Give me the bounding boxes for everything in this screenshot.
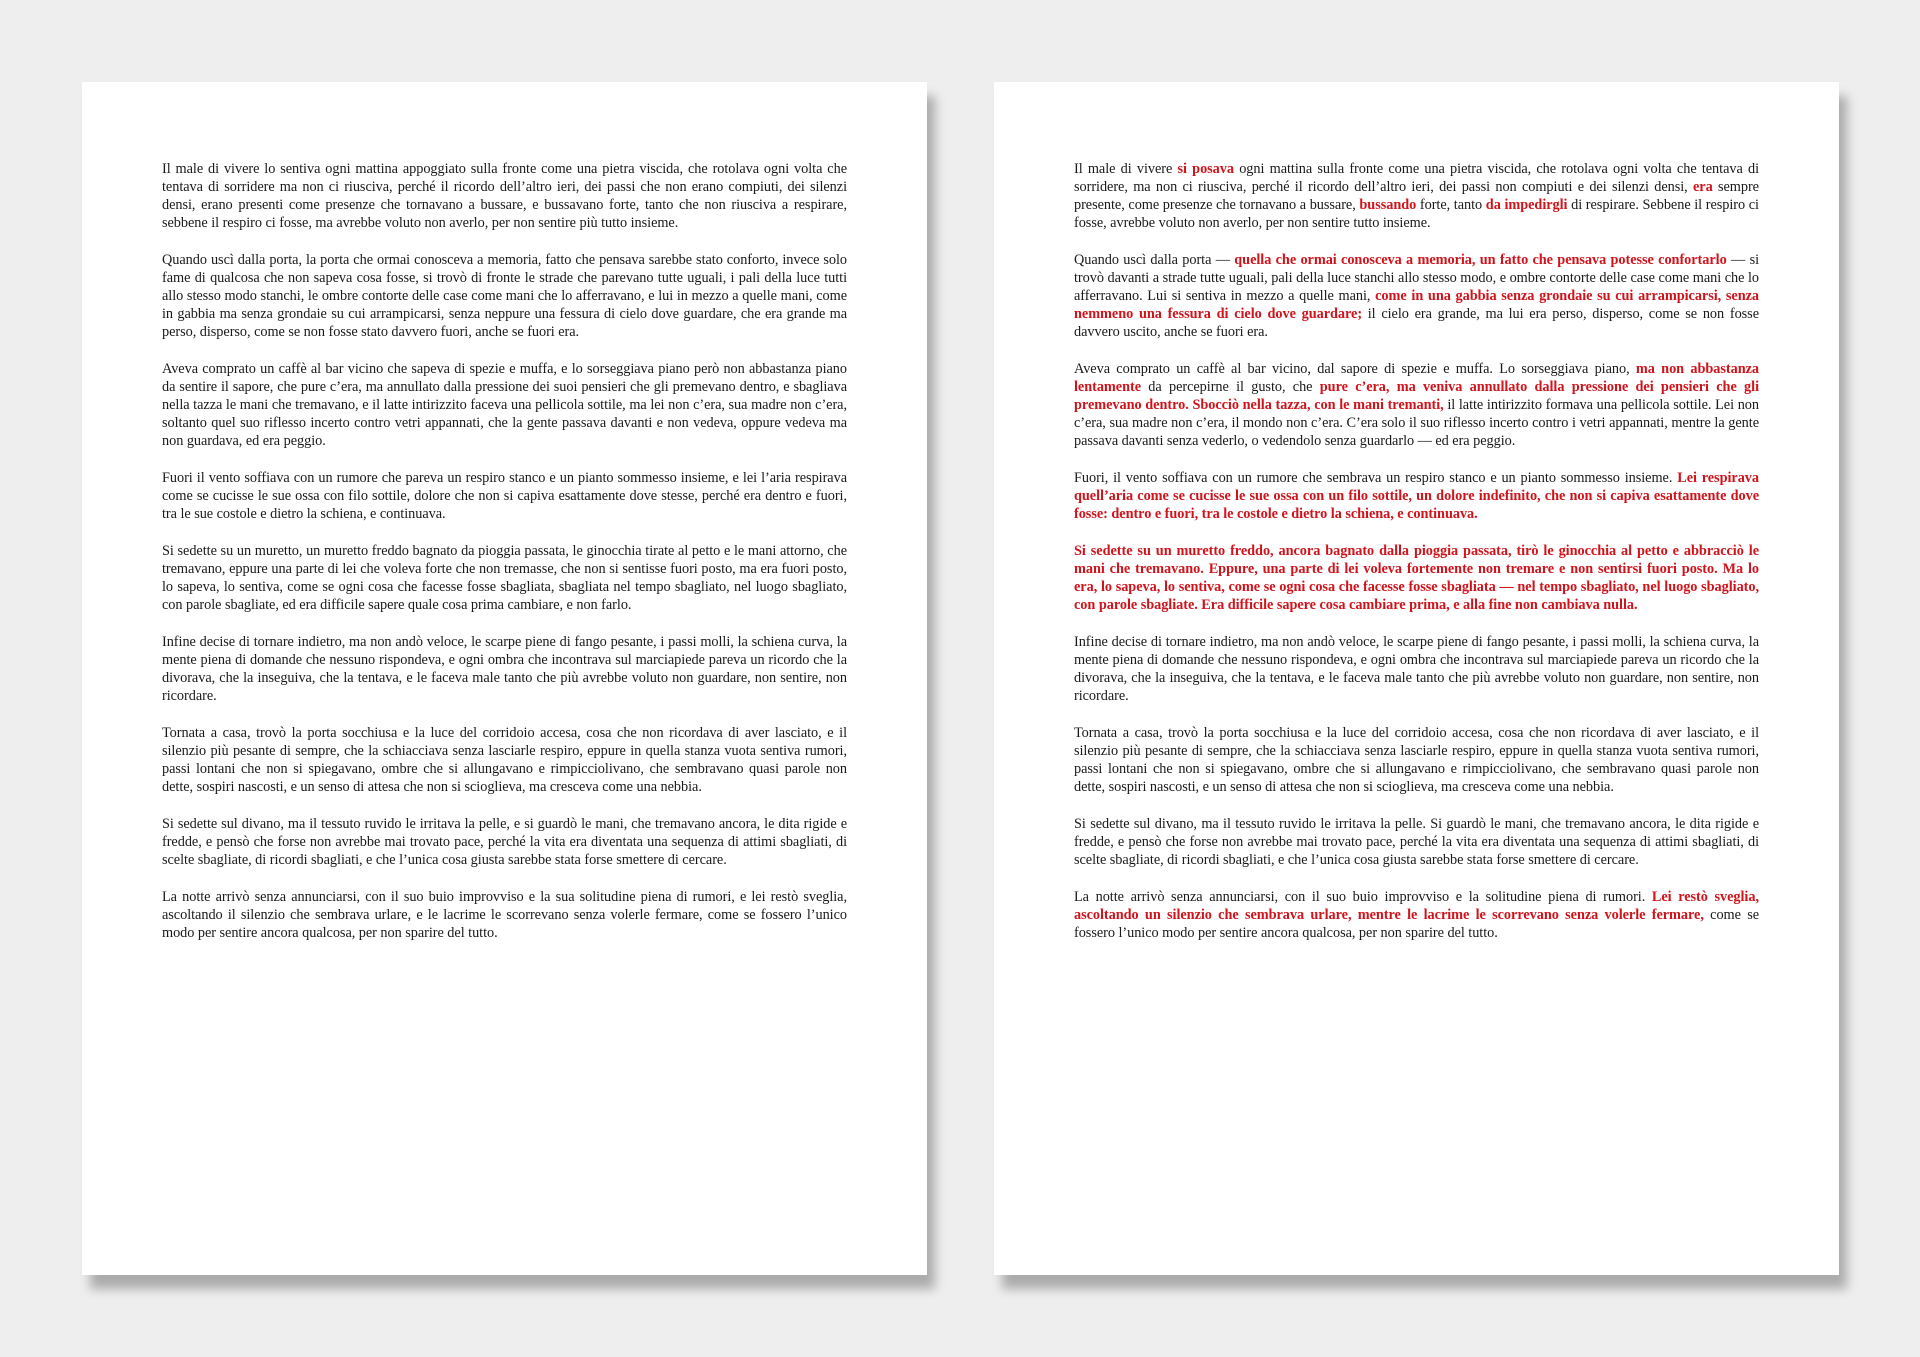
- revised-paragraph: [1074, 360, 1759, 450]
- text-segment: Infine decise di tornare indietro, ma non andò veloce, le scarpe piene di fango pesante, i passi molli, la schiena curva, la mente piena di domande che nessuno rispondeva, e ogni ombra che incontrava sul marciapiede pareva un ricordo che la divorava, che la inseguiva, che la tentava, e le faceva male tanto che più avrebbe voluto non guardare, non sentire, non ricordare.: [1074, 634, 1759, 704]
- revised-text-body: [1074, 160, 1759, 942]
- highlighted-revision: come in una gabbia senza grondaie su cui arrampicarsi, senza nemmeno una fessura di cielo dove guardare;: [1074, 288, 1759, 322]
- text-segment: come se fossero l’unico modo per sentire ancora qualcosa, per non sparire del tutto.: [1074, 907, 1759, 941]
- text-segment: — si trovò davanti a strade tutte uguali, pali della luce stanchi allo stesso modo, e ombre contorte delle case come mani che lo afferravano. Lui si sentiva in mezzo a quelle mani,: [1074, 252, 1759, 304]
- original-paragraph: Aveva comprato un caffè al bar vicino che sapeva di spezie e muffa, e lo sorseggiava piano però non abbastanza piano da sentire il sapore, che pure c’era, ma annullato dalla pressione dei suoi pensieri che gli premevano dentro, e sbagliava nella tazza le mani che tremavano, e il latte intirizzito faceva una pellicola sottile, ma lei non c’era, sua madre non c’era, soltanto quel suo riflesso incerto contro vetri appannati, che la gente passava davanti e non vedeva, oppure vedeva ma non guardava, ed era peggio.: [162, 361, 847, 449]
- text-segment: il cielo era grande, ma lui era perso, disperso, come se non fosse davvero uscito, anche se fuori era.: [1074, 306, 1759, 340]
- original-paragraph: Fuori il vento soffiava con un rumore che pareva un respiro stanco e un pianto sommesso insieme, e lei l’aria respirava come se cucisse le sue ossa con filo sottile, dolore che non si capiva esattamente dove stesse, perché era dentro e fuori, tra le sue costole e dietro la schiena, e continuava.: [162, 470, 847, 522]
- text-segment: Quando uscì dalla porta —: [1074, 252, 1235, 268]
- highlighted-revision: era: [1692, 179, 1713, 195]
- text-segment: da percepirne il gusto, che: [1141, 379, 1320, 395]
- original-paragraph: Infine decise di tornare indietro, ma non andò veloce, le scarpe piene di fango pesante, i passi molli, la schiena curva, la mente piena di domande che nessuno rispondeva, e ogni ombra che incontrava sul marciapiede pareva un ricordo che la divorava, che la inseguiva, che la tentava, e le faceva male tanto che più avrebbe voluto non guardare, non sentire, non ricordare.: [162, 634, 847, 704]
- text-segment: il latte intirizzito formava una pellicola sottile. Lei non c’era, sua madre non c’era, il mondo non c’era. C’era solo il suo riflesso incerto contro i vetri appannati, mentre la gente passava davanti senza vederlo, o vedendolo senza guardarlo — ed era peggio.: [1074, 397, 1759, 449]
- revised-paragraph: [1074, 160, 1759, 232]
- revised-paragraph: [1074, 633, 1759, 705]
- text-segment: La notte arrivò senza annunciarsi, con il suo buio improvviso e la solitudine piena di rumori.: [1074, 889, 1652, 905]
- original-text-body: [162, 160, 847, 942]
- highlighted-revision: Si sedette su un muretto freddo, ancora bagnato dalla pioggia passata, tirò le ginocchia al petto e abbracciò le mani che tremavano. Eppure, una parte di lei voleva fortemente non tremare e non sentirsi fuori posto. Ma lo era, lo sapeva, lo sentiva, come se ogni cosa che facesse fosse sbagliata — nel tempo sbagliato, nel luogo sbagliato, con parole sbagliate. Era difficile sapere cosa cambiare prima, e alla fine non cambiava nulla.: [1074, 543, 1759, 613]
- original-paragraph: Il male di vivere lo sentiva ogni mattina appoggiato sulla fronte come una pietra viscida, che rotolava ogni volta che tentava di sorridere ma non ci riusciva, perché il ricordo dell’altro ieri, dei passi che non erano compiuti, dei silenzi densi, erano presenti come presenze che tornavano a bussare, e bussavano forte, tanto che non riusciva a respirare, sebbene il respiro ci fosse, ma avrebbe voluto non averlo, per non sentire più tutto insieme.: [162, 161, 847, 231]
- text-segment: ogni mattina sulla fronte come una pietra viscida, che rotolava ogni volta che tentava di sorridere, ma non ci riusciva, perché il ricordo dell’altro ieri, dei passi non compiuti e dei silenzi densi,: [1074, 161, 1759, 195]
- highlighted-revision: si posava: [1177, 161, 1234, 177]
- highlighted-revision: ma non abbastanza lentamente: [1074, 361, 1759, 395]
- original-paragraph: Quando uscì dalla porta, la porta che ormai conosceva a memoria, fatto che pensava sarebbe stato conforto, invece solo fame di qualcosa che non sapeva cosa fosse, si trovò di fronte le strade che parevano tutte uguali, i pali della luce tutti allo stesso modo stanchi, le ombre contorte delle case come mani che lo afferravano, e lui in mezzo a quelle mani, come in gabbia ma senza grondaie su cui arrampicarsi, senza neppure una fessura di cielo dove guardare, che era grande ma perso, disperso, come se non fosse stato davvero fuori, anche se fuori era.: [162, 252, 847, 340]
- highlighted-revision: bussando: [1359, 197, 1417, 213]
- original-paragraph: Tornata a casa, trovò la porta socchiusa e la luce del corridoio accesa, cosa che non ricordava di aver lasciato, e il silenzio più pesante di sempre, che la schiacciava senza lasciarle respiro, eppure in quella stanza vuota sentiva rumori, passi lontani che non si spiegavano, ombre che si allungavano e rimpicciolivano, che sembravano quasi parole non dette, sospiri nascosti, e un senso di attesa che non si scioglieva, ma cresceva come una nebbia.: [162, 725, 847, 795]
- original-paragraph: Si sedette sul divano, ma il tessuto ruvido le irritava la pelle, e si guardò le mani, che tremavano ancora, le dita rigide e fredde, e pensò che forse non avrebbe mai trovato pace, perché la vita era diventata una sequenza di attimi sbagliati, di scelte sbagliate, di ricordi sbagliati, e che l’unica cosa giusta sarebbe stata forse smettere di cercare.: [162, 816, 847, 868]
- text-segment: Fuori, il vento soffiava con un rumore che sembrava un respiro stanco e un pianto sommesso insieme.: [1074, 470, 1678, 486]
- revised-paragraph: [1074, 251, 1759, 341]
- highlighted-revision: pure c’era, ma veniva annullato dalla pressione dei pensieri che gli premevano dentro. Sbocciò nella tazza, con le mani tremanti,: [1074, 379, 1759, 413]
- highlighted-revision: quella che ormai conosceva a memoria, un fatto che pensava potesse confortarlo: [1234, 252, 1727, 268]
- highlighted-revision: Lei restò sveglia, ascoltando un silenzio che sembrava urlare, mentre le lacrime le scorrevano senza volerle fermare,: [1074, 889, 1759, 923]
- text-segment: di respirare. Sebbene il respiro ci fosse, avrebbe voluto non averlo, per non sentire tutto insieme.: [1074, 197, 1759, 231]
- highlighted-revision: Lei respirava quell’aria come se cucisse le sue ossa con un filo sottile, un dolore indefinito, che non si capiva esattamente dove fosse: dentro e fuori, tra le costole e dietro la schiena, e continuava.: [1074, 470, 1759, 522]
- text-segment: sempre presente, come presenze che tornavano a bussare,: [1074, 179, 1759, 213]
- highlighted-revision: da impedirgli: [1485, 197, 1568, 213]
- revised-paragraph: [1074, 815, 1759, 869]
- text-segment: Tornata a casa, trovò la porta socchiusa e la luce del corridoio accesa, cosa che non ricordava di aver lasciato, e il silenzio più pesante di sempre, che la schiacciava senza lasciarle respiro, eppure in quella stanza vuota sentiva rumori, passi lontani che non si spiegavano, ombre che si allungavano e rimpicciolivano, che sembravano quasi parole non dette, sospiri nascosti, e un senso di attesa che non si scioglieva, ma cresceva come una nebbia.: [1074, 725, 1759, 795]
- original-paragraph: La notte arrivò senza annunciarsi, con il suo buio improvviso e la sua solitudine piena di rumori, e lei restò sveglia, ascoltando il silenzio che sembrava urlare, e le lacrime le scorrevano senza volerle fermare, come se fossero l’unico modo per sentire ancora qualcosa, per non sparire del tutto.: [162, 889, 847, 941]
- text-segment: Aveva comprato un caffè al bar vicino, dal sapore di spezie e muffa. Lo sorseggiava piano,: [1074, 361, 1636, 377]
- text-segment: Il male di vivere: [1074, 161, 1178, 177]
- text-segment: Si sedette sul divano, ma il tessuto ruvido le irritava la pelle. Si guardò le mani, che tremavano ancora, le dita rigide e fredde, e pensò che forse non avrebbe mai trovato pace, perché la vita era diventata una sequenza di attimi sbagliati, di scelte sbagliate, di ricordi sbagliati, e che l’unica cosa giusta sarebbe stata forse smettere di cercare.: [1074, 816, 1759, 868]
- revised-paragraph: [1074, 888, 1759, 942]
- revised-paragraph: [1074, 469, 1759, 523]
- original-paragraph: Si sedette su un muretto, un muretto freddo bagnato da pioggia passata, le ginocchia tirate al petto e le mani attorno, che tremavano, eppure una parte di lei che voleva forte che non tremasse, che non si sentisse fuori posto, ma era fuori posto, lo sapeva, lo sentiva, come se ogni cosa che facesse fosse sbagliata, sbagliata nel tempo sbagliato, nel luogo sbagliato, con parole sbagliate, ed era difficile sapere quale cosa prima cambiare, e non farlo.: [162, 543, 847, 613]
- text-segment: forte, tanto: [1416, 197, 1486, 213]
- revised-paragraph: [1074, 542, 1759, 614]
- revised-paragraph: [1074, 724, 1759, 796]
- original-text-page: [82, 82, 927, 1275]
- revised-text-page: [994, 82, 1839, 1275]
